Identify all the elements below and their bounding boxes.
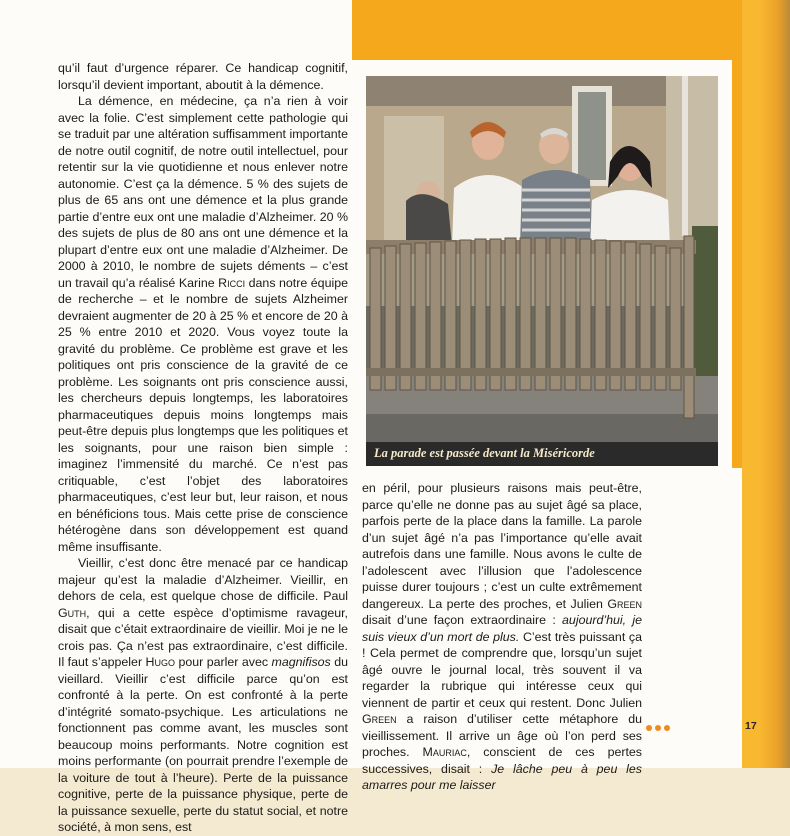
photo-caption: La parade est passée devant la Miséricorde [374,446,595,460]
name-green-2: Green [362,712,397,726]
name-guth: Guth [58,605,87,620]
photo [366,76,718,442]
name-mauriac: Mauriac [422,745,467,759]
paragraph-2: La démence, en médecine, ça n’a rien à voir avec la folie. C’est simplement cette pathologie qui se traduit par une altération suffisamment importante de notre outil cognitif, de notre outil intellectuel, pour retentir sur la vie quotidienne et nous enlever notre autonomie. C’est ça la démence. 5 % des sujets de plus de 65 ans ont une démence et la plus grande partie d’entre eux ont une maladie d’Alzheimer. 20 % des sujets de plus de 80 ans ont une démence et la plupart d’entre eux ont une maladie d’Alzheimer. De 2000 à 2010, le nombre de sujets déments – c’est un travail qu’a réalisé Karine Ricci dans notre équipe de recherche – et le nombre de sujets Alzheimer devraient augmenter de 20 à 25 % et encore de 20 à 25 % entre 2010 et 2020. Vous voyez toute la gravité du problème. Ce problème est grave et les politiques ont pris conscience de la gravité de ce problème. Les soignants ont pris conscience aussi, les chercheurs depuis longtemps, les laboratoires pharmaceutiques depuis moins longtemps mais peut-être depuis plus longtemps que les politiques et les soignants, pour une raison bien simple : imaginez l’immensité du marché. Ce n’est pas critiquable, c’est l’objet des laboratoires pharmaceutiques, c’est leur but, leur raison, et nous en bénéficions tous. Mais cette prise de conscience hétérogène dans son développement est quand même insuffisante. [58,94,349,554]
quote-mauriac: Je lâche peu à peu les amarres pour me laisser [362,761,643,792]
page-number: 17 [745,720,757,732]
paragraph-3: Vieillir, c’est donc être menacé par ce handicap majeur qu’est la maladie d’Alzheimer. Vieillir, en dehors de cela, est quelque chose de difficile. Paul Guth, qui a cette espèce d’optimisme ravageur, disait que c’était extraordinaire de vieillir. Moi je ne le crois pas. Ça n’est pas extraordinaire, c’est difficile. Il faut s’appeler Hugo pour parler avec magnifisos du vieillard. Vieillir c’est difficile parce qu’on est confronté à la perte. On est confronté à la perte d’intégrité somato-psychique. Les articulations ne fonctionnent pas comme avant, les muscles sont beaucoup moins performants. Notre cognition est moins performante (on pourrait prendre l’exemple de la voiture de tout à l’heure). Perte de la puissance cognitive, perte de la puissance physique, perte de la puissance sexuelle, perte du statut social, et notre société, à mon sens, est [58,556,348,834]
caption-bar [366,442,718,466]
page-edge [760,0,790,768]
paragraph-1: qu’il faut d’urgence réparer. Ce handicap cognitif, lorsqu’il devient important, aboutit à la démence. [58,61,348,92]
left-text-column [58,60,348,836]
right-text-column [362,480,642,794]
orange-band-top [352,0,742,60]
quote-green: aujourd’hui, je suis vieux d’un mort de plus. [362,613,642,644]
paragraph-4: en péril, pour plusieurs raisons mais peut-être, parce qu’elle ne donne pas au sujet âgé sa place, parfois perte de la place dans la famille. La parole d’un sujet âgé n’a pas l’importance qu’elle avait autrefois dans une famille. Nous avons le culte de l’adolescent avec l’illusion que l’adolescence puisse durer toujours ; c’est un culte extrêmement dangereux. La perte des proches, et Julien Green disait d’une façon extraordinaire : aujourd’hui, je suis vieux d’un mort de plus. C’est très puissant ça ! Cela permet de comprendre que, lorsqu’un sujet âgé ouvre le journal local, très souvent il va regarder la rubrique qui intéresse ceux qui viennent de partir et ceux qui restent. Donc Julien Green a raison d’utiliser cette métaphore du vieillissement. Il arrive un âge où l’on perd ses proches. Mauriac, conscient de ces pertes successives, disait : Je lâche peu à peu les amarres pour me laisser [362,481,643,792]
name-hugo: Hugo [145,655,175,669]
word-magnifisos: magnifisos [271,655,331,669]
continuation-dots-icon [644,722,684,734]
name-green-1: Green [607,596,642,611]
name-ricci: Ricci [218,275,246,290]
